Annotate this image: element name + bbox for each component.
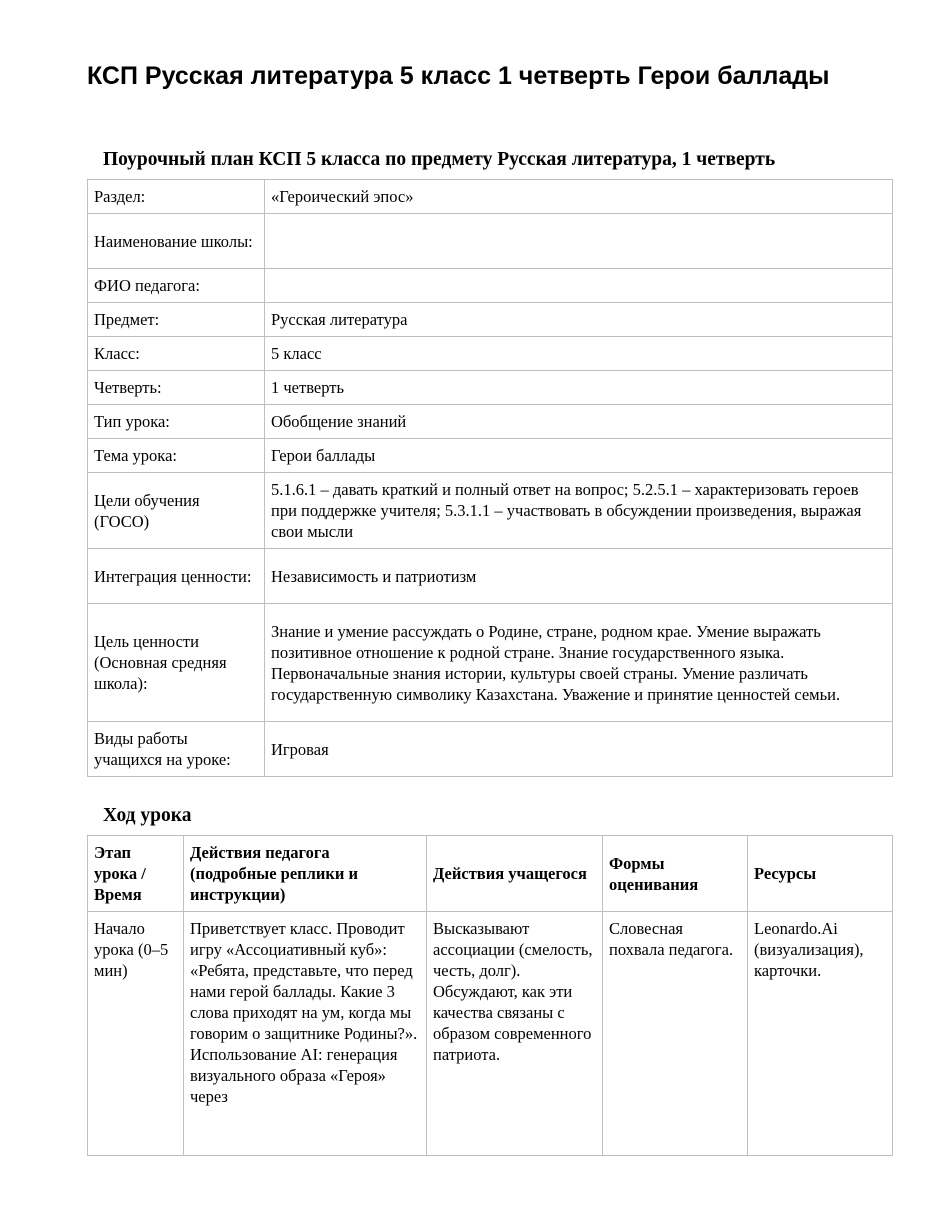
lesson-plan-heading: Поурочный план КСП 5 класса по предмету Русская литература, 1 четверть <box>103 149 776 170</box>
plan-row-label: Наименование школы: <box>88 214 265 269</box>
column-header-teacher-actions: Действия педагога (подробные реплики и инструкции) <box>184 836 427 912</box>
plan-row-label: Класс: <box>88 337 265 371</box>
column-header-resources: Ресурсы <box>748 836 893 912</box>
plan-row-value-integration <box>88 549 893 604</box>
plan-row-label: ФИО педагога: <box>88 269 265 303</box>
plan-row-label: Интеграция ценности: <box>88 549 265 604</box>
plan-row-school <box>88 214 893 269</box>
document-title: КСП Русская литература 5 класс 1 четверть Герои баллады <box>87 62 830 90</box>
plan-row-label: Предмет: <box>88 303 265 337</box>
lesson-progress-table <box>87 835 893 1156</box>
plan-row-label: Раздел: <box>88 180 265 214</box>
plan-row-value: Русская литература <box>265 303 893 337</box>
plan-row-label: Цели обучения (ГОСО) <box>88 473 265 549</box>
plan-row-label: Виды работы учащихся на уроке: <box>88 722 265 777</box>
plan-row-value-goal <box>88 604 893 722</box>
teacher-actions-cell: Приветствует класс. Проводит игру «Ассоциативный куб»: «Ребята, представьте, что перед нами герой баллады. Какие 3 слова приходят на ум, когда мы говорим о защитнике Родины?». Использование AI: генерация визуального образа «Героя» через <box>184 912 427 1156</box>
plan-row-label: Цель ценности (Основная средняя школа): <box>88 604 265 722</box>
lesson-progress-heading: Ход урока <box>103 805 192 826</box>
plan-row-value: Игровая <box>265 722 893 777</box>
stage-cell: Начало урока (0–5 мин) <box>88 912 184 1156</box>
plan-row-value: Обобщение знаний <box>265 405 893 439</box>
student-actions-cell: Высказывают ассоциации (смелость, честь, долг). Обсуждают, как эти качества связаны с образом современного патриота. <box>427 912 603 1156</box>
plan-row-value: Герои баллады <box>265 439 893 473</box>
plan-row-value: 5.1.6.1 – давать краткий и полный ответ на вопрос; 5.2.5.1 – характеризовать героев при поддержке учителя; 5.3.1.1 – участвовать в обсуждении произведения, выражая свои мысли <box>265 473 893 549</box>
lesson-plan-table <box>87 179 893 777</box>
plan-row-value: Знание и умение рассуждать о Родине, стране, родном крае. Умение выражать позитивное отношение к родной стране. Знание государственного языка. Первоначальные знания истории, культуры своей страны. Умение различать государственную символику Казахстана. Уважение и принятие ценностей семьи. <box>265 604 893 722</box>
column-header-assessment: Формы оценивания <box>603 836 748 912</box>
plan-row-quarter <box>88 371 893 405</box>
plan-row-value: 1 четверть <box>265 371 893 405</box>
plan-row-label: Тип урока: <box>88 405 265 439</box>
assessment-cell: Словесная похвала педагога. <box>603 912 748 1156</box>
plan-row-value <box>265 214 893 269</box>
plan-row-work-types <box>88 722 893 777</box>
plan-row-teacher <box>88 269 893 303</box>
plan-row-label: Тема урока: <box>88 439 265 473</box>
plan-row-value: 5 класс <box>265 337 893 371</box>
plan-row-grade <box>88 337 893 371</box>
plan-row-learning-goals <box>88 473 893 549</box>
plan-row-label: Четверть: <box>88 371 265 405</box>
progress-header-row <box>88 836 893 912</box>
plan-row-lesson-topic <box>88 439 893 473</box>
resources-cell: Leonardo.Ai (визуализация), карточки. <box>748 912 893 1156</box>
plan-row-value <box>265 269 893 303</box>
column-header-student-actions: Действия учащегося <box>427 836 603 912</box>
plan-row-value: «Героический эпос» <box>265 180 893 214</box>
column-header-stage: Этап урока / Время <box>88 836 184 912</box>
plan-row-subject <box>88 303 893 337</box>
plan-row-section <box>88 180 893 214</box>
plan-row-lesson-type <box>88 405 893 439</box>
plan-row-value: Независимость и патриотизм <box>265 549 893 604</box>
table-row <box>88 912 893 1156</box>
